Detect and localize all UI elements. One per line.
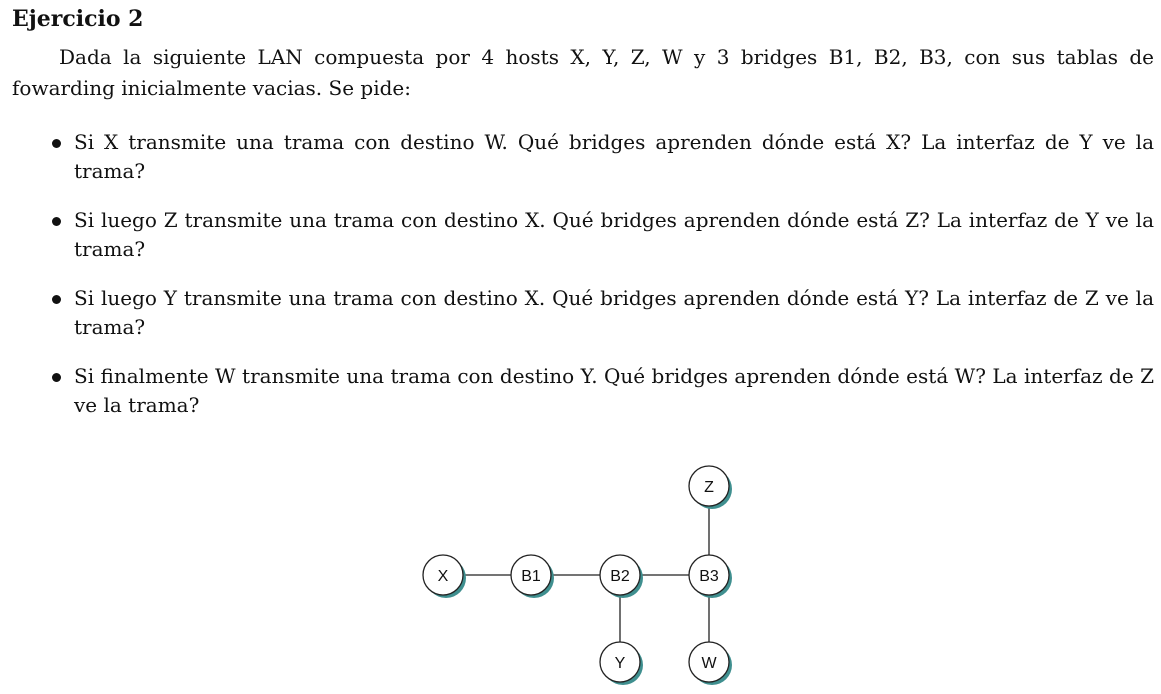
- node-b3: [689, 555, 732, 598]
- exercise-title: Ejercicio 2: [12, 6, 144, 32]
- node-x: [423, 555, 466, 598]
- question-text: Si luego Z transmite una trama con destino X. Qué bridges aprenden dónde está Z? La interfaz de Y ve la trama?: [74, 208, 1154, 261]
- node-b1: [511, 555, 554, 598]
- node-label: B2: [610, 568, 630, 585]
- question-text: Si finalmente W transmite una trama con destino Y. Qué bridges aprenden dónde está W? La interfaz de Z ve la trama?: [74, 364, 1154, 417]
- node-y: [600, 642, 643, 685]
- node-label: Z: [704, 479, 714, 496]
- node-label: W: [701, 655, 717, 672]
- diagram-links: [443, 486, 709, 662]
- question-text: Si luego Y transmite una trama con destino X. Qué bridges aprenden dónde está Y? La interfaz de Z ve la trama?: [74, 286, 1154, 339]
- node-label: B1: [521, 568, 541, 585]
- node-label: X: [437, 568, 449, 585]
- node-label: Y: [614, 655, 626, 672]
- node-w: [689, 642, 732, 685]
- intro-paragraph: Dada la siguiente LAN compuesta por 4 hosts X, Y, Z, W y 3 bridges B1, B2, B3, con sus tablas de fowarding inicialmente vacias. Se pide:: [12, 45, 1154, 100]
- node-z: [689, 466, 732, 509]
- node-label: B3: [699, 568, 719, 585]
- node-b2: [600, 555, 643, 598]
- question-text: Si X transmite una trama con destino W. Qué bridges aprenden dónde está X? La interfaz de Y ve la trama?: [74, 130, 1154, 183]
